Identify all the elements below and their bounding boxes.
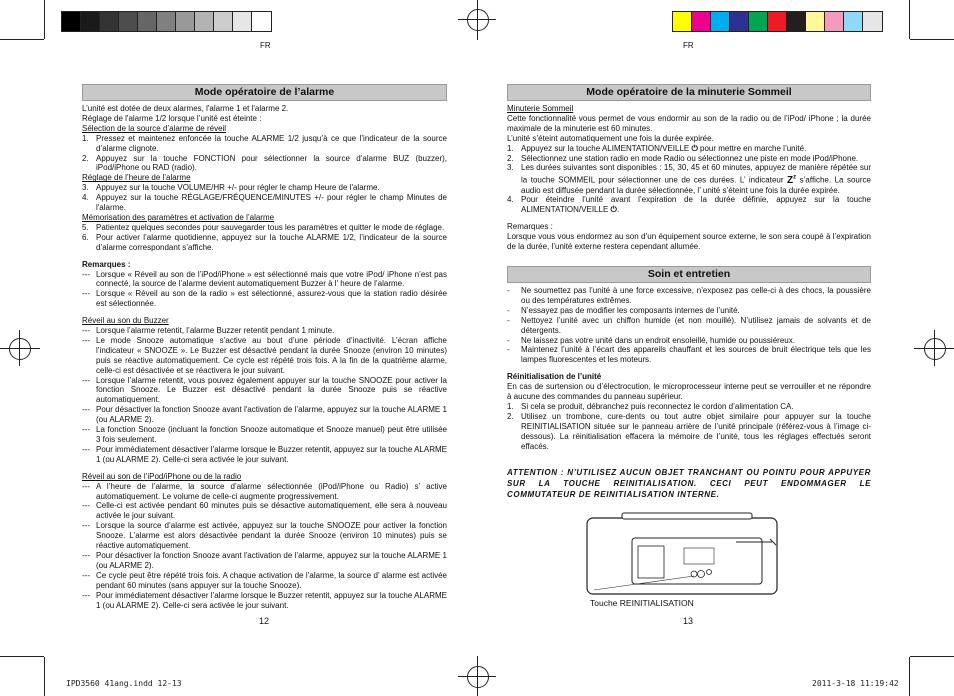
list-item: 2. Appuyez sur la touche FONCTION pour sélectionner la source d’alarme BUZ (buzzer), iPod/iPhone ou RAD (radio). — [82, 153, 447, 173]
color-swatch — [62, 12, 81, 31]
paragraph: L’unité est dotée de deux alarmes, l'alarme 1 et l'alarme 2. — [82, 104, 289, 113]
section-title-care: Soin et entretien — [507, 266, 871, 283]
list-item: --- Pour immédiatement désactiver l’alarme lorsque le Buzzer retentit, appuyez sur la touche ALARME 1 (ou ALARME 2). Celle-ci sera activée le jour suivant. — [82, 444, 447, 464]
color-swatch — [119, 12, 138, 31]
list-item: --- Lorsque l’alarme retentit, vous pouvez également appuyer sur la touche SNOOZE pour activer la fonction Snooze. Le Buzzer est désactivé pendant la durée Snooze puis se réactive automatiquement. — [82, 375, 447, 405]
paragraph: En cas de surtension ou d’électrocution, le microprocesseur interne peut se verrouiller et ne répondre à aucune des commandes du panneau supérieur. — [507, 382, 871, 402]
list-item: --- Pour immédiatement désactiver l’alarme lorsque le Buzzer retentit, appuyez sur la touche ALARME 1 (ou ALARME 2). Celle-ci sera activée le jour suivant. — [82, 590, 447, 610]
color-swatch — [730, 12, 749, 31]
list-item: - Maintenez l’unité à l’écart des appareils chauffant et les sources de bruit électrique tels que les lampes fluorescentes et les moteurs. — [507, 345, 871, 365]
device-back-panel-figure — [586, 512, 782, 598]
color-swatch — [138, 12, 157, 31]
list-item: --- Le mode Snooze automatique s’active au bout d’une période d’inactivité. L’écran affiche l’indicateur « SNOOZE ». Le Buzzer est désactivé pendant la durée Snooze (environ 10 minutes) puis se réactive automatiquement. Ce cycle est répété trois fois. A la fin de la quatrième alarme, celle-ci est désactivée et se réactivera le jour suivant. — [82, 335, 447, 375]
color-swatch — [844, 12, 863, 31]
power-icon: ⏻ — [610, 205, 617, 215]
list-item: 1. Appuyez sur la touche ALIMENTATION/VEILLE ⏻ pour mettre en marche l’unité. — [507, 143, 807, 153]
list-item: - N’essayez pas de modifier les composants internes de l’unité. — [507, 305, 740, 315]
color-swatch — [252, 12, 271, 31]
list-item: 1. Pressez et maintenez enfoncée la touche ALARME 1/2 jusqu’à ce que l’indicateur de la source d’alarme clignote. — [82, 133, 447, 153]
color-swatch — [711, 12, 730, 31]
list-item: --- Pour désactiver la fonction Snooze avant l'activation de l’alarme, appuyez sur la touche ALARME 1 (ou ALARME 2). — [82, 405, 447, 425]
list-item: --- Lorsque « Réveil au son de la radio » est sélectionné, assurez-vous que la station radio désirée est sélectionnée. — [82, 289, 447, 309]
list-item: 4. Pour éteindre l’unité avant l’expiration de la durée définie, appuyez sur la touche ALIMENTATION/VEILLE ⏻. — [507, 195, 871, 215]
color-swatch — [692, 12, 711, 31]
reinit-title: Réinitialisation de l’unité — [507, 372, 602, 382]
list-item: - Ne laissez pas votre unité dans un endroit ensoleillé, humide ou poussiéreux. — [507, 335, 795, 345]
color-swatch — [195, 12, 214, 31]
footer-file-slug: IPD3560 41ang.indd 12-13 — [66, 679, 182, 688]
power-icon: ⏻ — [691, 143, 698, 153]
right-page-column — [507, 84, 871, 508]
list-item: --- La fonction Snooze (incluant la fonction Snooze automatique et Snooze manuel) peut être utilisée 3 fois seulement. — [82, 425, 447, 444]
list-item: 5. Patientez quelques secondes pour sauvegarder tous les paramètres et quitter le mode de réglage. — [82, 222, 445, 232]
subheading: Réveil au son de l’iPod/iPhone ou de la radio — [82, 471, 242, 481]
page-number-right: 13 — [683, 616, 694, 626]
paragraph: Lorsque vous vous endormez au son d’un équipement source externe, le son sera coupé à l’expiration de la durée, l’unité externe restera cependant allumée. — [507, 232, 871, 252]
list-item: 6. Pour activer l’alarme quotidienne, appuyez sur la touche ALARME 1/2, l’indicateur de la source d’alarme correspondant s’affiche. — [82, 232, 447, 252]
list-item: 3. Les durées suivantes sont disponibles : 15, 30, 45 et 60 minutes, appuyez de manière répétée sur la touche SOMMEIL pour sélectionner une de ces durées. L’ indicateur $Z^z$ s’affiche. La source audio est diffusée pendant la durée sélectionnée, l’ unité s’éteint une fois la durée expirée. — [507, 163, 871, 195]
subheading: Sélection de la source d’alarme de réveil — [82, 123, 227, 133]
list-item: 1. Si cela se produit, débranchez puis reconnectez le cordon d’alimentation CA. — [507, 401, 794, 411]
color-swatch — [81, 12, 100, 31]
subheading: Réveil au son du Buzzer — [82, 316, 169, 326]
list-item: - Nettoyez l’unité avec un chiffon humide (et non mouillé). N’utilisez jamais de solvants et de détergents. — [507, 315, 871, 335]
list-item: 2. Sélectionnez une station radio en mode Radio ou sélectionnez une piste en mode iPod/iPhone. — [507, 153, 859, 163]
color-swatch — [233, 12, 252, 31]
color-swatch — [176, 12, 195, 31]
page-number-left: 12 — [259, 616, 270, 626]
figure-caption: Touche REINITIALISATION — [590, 598, 694, 608]
section-title-sleep: Mode opératoire de la minuterie Sommeil — [507, 84, 871, 101]
list-item: --- Lorsque l’alarme retentit, l’alarme Buzzer retentit pendant 1 minute. — [82, 326, 335, 336]
color-swatch — [825, 12, 844, 31]
attention-warning: ATTENTION : N’UTILISEZ AUCUN OBJET TRANCHANT OU POINTU POUR APPUYER SUR LA TOUCHE REINITIALISATION. CECI PEUT ENDOMMAGER LE COMMUTATEUR DE REINITIALISATION INTERNE. — [507, 467, 871, 499]
remarks-title: Remarques : — [507, 222, 553, 232]
device-top-ridge — [622, 513, 752, 519]
list-item: 4. Appuyez sur la touche RÉGLAGE/FRÉQUENCE/MINUTES +/- pour régler le champ Minutes de l'alarme. — [82, 193, 447, 213]
paragraph: Cette fonctionnalité vous permet de vous endormir au son de la radio ou de l’iPod/ iPhone ; la durée maximale de la minuterie est 60 minutes. — [507, 113, 871, 133]
color-swatch — [806, 12, 825, 31]
color-swatch — [787, 12, 806, 31]
list-item: --- Celle-ci est activée pendant 60 minutes puis se désactive automatiquement, elle sera à nouveau activée le jour suivant. — [82, 501, 447, 521]
color-swatch — [673, 12, 692, 31]
list-item: - Ne soumettez pas l’unité à une force excessive, n’exposez pas celle-ci à des chocs, la poussière ou des températures extrêmes. — [507, 286, 871, 305]
section-title-alarm: Mode opératoire de l’alarme — [82, 84, 447, 101]
list-item: 3. Appuyez sur la touche VOLUME/HR +/- pour régler le champ Heure de l'alarme. — [82, 183, 380, 193]
list-item: --- Pour désactiver la fonction Snooze avant l'activation de l’alarme, appuyez sur la touche ALARME 1 (ou ALARME 2). — [82, 550, 447, 570]
list-item: --- Lorsque la source d’alarme est activée, appuyez sur la touche SNOOZE pour activer la fonction Snooze. L'alarme est alors désactivée pendant la durée Snooze (environ 10 minutes) puis se réactive automatiquement. — [82, 521, 447, 551]
dc-jack-icon — [698, 571, 705, 578]
subheading: Mémorisation des paramètres et activation de l’alarme — [82, 212, 275, 222]
color-swatch — [863, 12, 882, 31]
paragraph: L’unité s’éteint automatiquement une fois la durée expirée. — [507, 133, 714, 143]
color-swatch — [768, 12, 787, 31]
grayscale-color-bar — [61, 11, 272, 32]
language-label-left: FR — [260, 41, 271, 50]
aux-jack-icon — [707, 570, 712, 575]
subheading: Minuterie Sommeil — [507, 104, 574, 113]
color-swatch — [157, 12, 176, 31]
paragraph: Réglage de l'alarme 1/2 lorsque l’unité est éteinte : — [82, 113, 262, 123]
list-item: --- A l’heure de l’alarme, la source d’alarme sélectionnée (iPod/iPhone ou Radio) s’ active automatiquement. Le volume de celle-ci augmente progressivement. — [82, 481, 447, 501]
cmyk-color-bar — [672, 11, 883, 32]
sleep-zz-icon: $Z^z$ — [787, 174, 797, 186]
subheading: Réglage de l’heure de l’alarme — [82, 173, 191, 183]
list-item: 2. Utilisez un trombone, cure-dents ou tout autre objet similaire pour appuyer sur la touche REINITIALISATION située sur le panneau arrière de l’unité principale (référez-vous à l’image ci-dessous). La réinitialisation effacera la mémoire de l’unité, tous les réglages effectués seront effacés. — [507, 411, 871, 451]
color-swatch — [100, 12, 119, 31]
left-page-column — [82, 84, 447, 610]
list-item: --- Lorsque « Réveil au son de l’iPod/iPhone » est sélectionné mais que votre iPod/ iPhone n’est pas connecté, la source de l’alarme devient automatiquement Buzzer à l’ heure de l’alarme. — [82, 269, 447, 289]
color-swatch — [214, 12, 233, 31]
list-item: --- Ce cycle peut être répété trois fois. A chaque activation de l’alarme, la source d’ alarme est activée pendant 60 minutes (sans appuyer sur la touche Snooze). — [82, 570, 447, 590]
remarks-title: Remarques : — [82, 259, 131, 269]
footer-timestamp: 2011-3-18 11:19:42 — [812, 679, 899, 688]
label-plate — [684, 548, 714, 564]
color-swatch — [749, 12, 768, 31]
language-label-right: FR — [683, 41, 694, 50]
antenna-socket — [638, 546, 664, 578]
